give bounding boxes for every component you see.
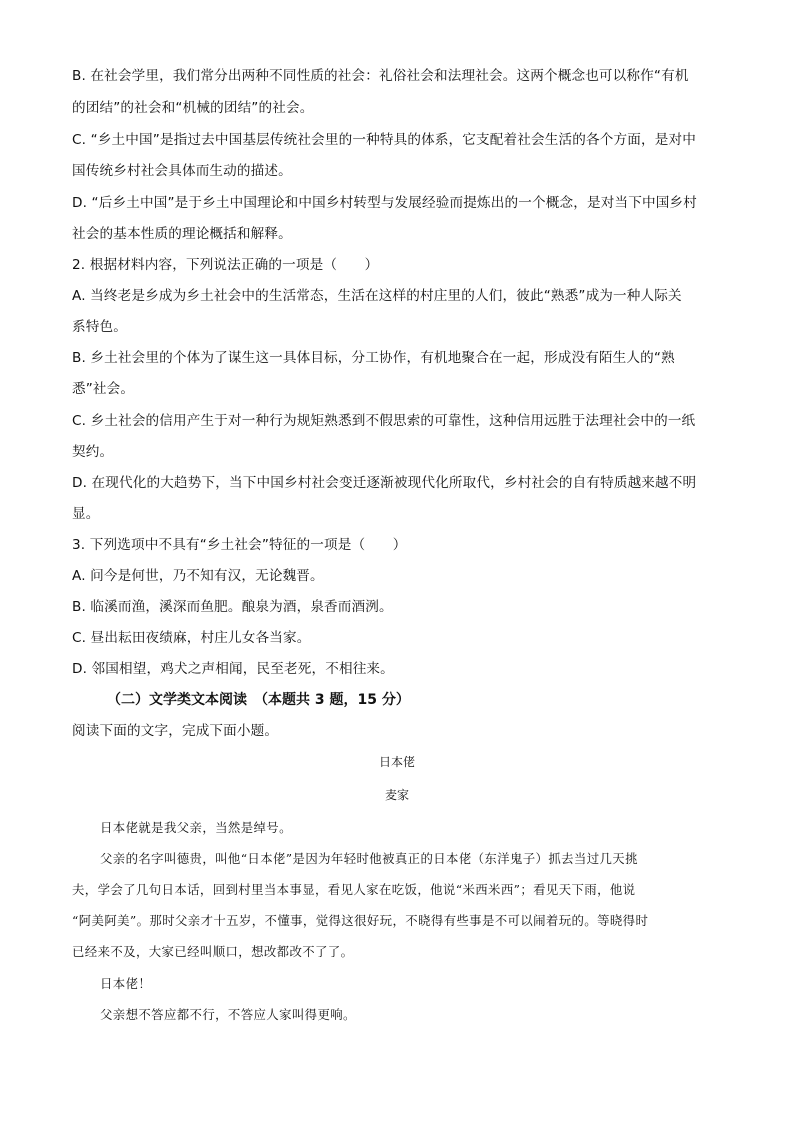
q3-option-d: D. 邻国相望，鸡犬之声相闻，民至老死，不相往来。 xyxy=(72,661,394,677)
q1-option-b-line1: B. 在社会学里，我们常分出两种不同性质的社会：礼俗社会和法理社会。这两个概念也可以称作“有机 xyxy=(72,68,689,84)
story-paragraph-4: 父亲想不答应都不行，不答应人家叫得更响。 xyxy=(100,1007,356,1022)
story-paragraph-2-line4: 已经来不及，大家已经叫顺口，想改都改不了了。 xyxy=(72,944,354,959)
q1-option-c-line2: 国传统乡村社会具体而生动的描述。 xyxy=(72,163,292,179)
q2-option-a-line1: A. 当终老是乡成为乡土社会中的生活常态，生活在这样的村庄里的人们，彼此“熟悉”成为一种人际关 xyxy=(72,288,682,304)
q2-option-d-line2: 显。 xyxy=(72,506,100,522)
story-paragraph-2-line1: 父亲的名字叫德贵，叫他“日本佬”是因为年轻时他被真正的日本佬（东洋鬼子）抓去当过几天挑 xyxy=(100,851,638,866)
story-paragraph-3: 日本佬！ xyxy=(100,976,152,991)
story-paragraph-1: 日本佬就是我父亲，当然是绰号。 xyxy=(100,820,292,835)
q1-option-c-line1: C. “乡土中国”是指过去中国基层传统社会里的一种特具的体系，它支配着社会生活的各个方面，是对中 xyxy=(72,132,696,148)
section-heading: （二）文学类文本阅读 （本题共 3 题，15 分） xyxy=(107,692,410,708)
q2-option-a-line2: 系特色。 xyxy=(72,319,127,335)
q1-option-d-line2: 社会的基本性质的理论概括和解释。 xyxy=(72,226,292,242)
story-paragraph-2-line2: 夫，学会了几句日本话，回到村里当本事显，看见人家在吃饭，他说“米西米西”；看见天下雨，他说 xyxy=(72,882,636,897)
q1-option-b-line2: 的团结”的社会和“机械的团结”的社会。 xyxy=(72,100,314,116)
story-title: 日本佬 xyxy=(378,755,415,769)
q2-option-b-line2: 悉”社会。 xyxy=(72,381,135,397)
q2-option-b-line1: B. 乡土社会里的个体为了谋生这一具体目标，分工协作，有机地聚合在一起，形成没有陌生人的“熟 xyxy=(72,350,675,366)
story-author: 麦家 xyxy=(384,788,409,802)
q3-option-c: C. 昼出耘田夜绩麻，村庄儿女各当家。 xyxy=(72,630,311,646)
q2-option-c-line1: C. 乡土社会的信用产生于对一种行为规矩熟悉到不假思索的可靠性，这种信用远胜于法理社会中的一纸 xyxy=(72,413,696,429)
q3-stem: 3. 下列选项中不具有“乡土社会”特征的一项是（ ） xyxy=(72,537,407,553)
q1-option-d-line1: D. “后乡土中国”是于乡土中国理论和中国乡村转型与发展经验而提炼出的一个概念，是对当下中国乡村 xyxy=(72,195,697,211)
section-instruction: 阅读下面的文字，完成下面小题。 xyxy=(72,723,279,739)
story-paragraph-2-line3: “阿美阿美”。那时父亲才十五岁，不懂事，觉得这很好玩，不晓得有些事是不可以闹着玩的。等晓得时 xyxy=(72,913,649,928)
q2-stem: 2. 根据材料内容，下列说法正确的一项是（ ） xyxy=(72,257,379,273)
q2-option-d-line1: D. 在现代化的大趋势下，当下中国乡村社会变迁逐渐被现代化所取代，乡村社会的自有特质越来越不明 xyxy=(72,475,697,491)
q3-option-a: A. 问今是何世，乃不知有汉，无论魏晋。 xyxy=(72,568,324,584)
q2-option-c-line2: 契约。 xyxy=(72,444,114,460)
q3-option-b: B. 临溪而渔，溪深而鱼肥。酿泉为酒，泉香而酒洌。 xyxy=(72,599,393,615)
